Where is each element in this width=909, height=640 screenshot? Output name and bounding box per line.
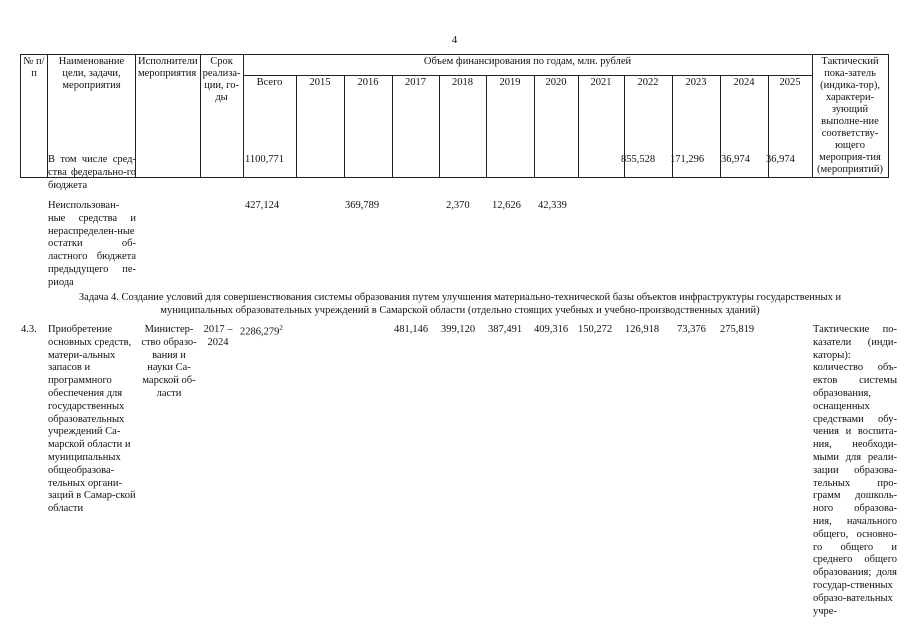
header-year: 2018 bbox=[439, 75, 486, 177]
row-43-2024: 275,819 bbox=[720, 324, 755, 335]
header-total: Всего bbox=[243, 75, 296, 177]
row-43-2019: 387,491 bbox=[488, 324, 523, 335]
row-43-indicator: Тактические по-казатели (инди-каторы): количество объ-ектов системы образования, оснащенных средствами обу-чения и воспита-ния, необходи-мыми для реали-зации образова-тельных про-грамм дошколь-ного образова-ния, начального общего, основно-го общего и среднего общего образования; доля государ-ственных образо-вательных учре- bbox=[813, 324, 897, 617]
row-unused-2019: 12,626 bbox=[492, 200, 521, 211]
row-43-name: Приобретение основных средств, матери-альных запасов и программного обеспечения для государственных образовательных учреждений Са-марской области и муниципальных общеобразова-тельных органи-заций в Самар-ской области bbox=[48, 324, 136, 515]
header-year: 2021 bbox=[578, 75, 624, 177]
header-indicator: Тактический пока-затель (индика-тор), характери-зующий выполне-ние соответству-ющего мероприя-тия (мероприятий) bbox=[812, 55, 888, 178]
row-federal-2024: 36,974 bbox=[721, 154, 750, 165]
header-year: 2016 bbox=[344, 75, 392, 177]
row-federal-2022: 855,528 bbox=[621, 154, 656, 165]
row-federal-label: В том числе сред-ства федерально-го бюджета bbox=[48, 154, 136, 191]
header-year: 2019 bbox=[486, 75, 534, 177]
header-number: № п/п bbox=[21, 55, 48, 178]
row-43-2020: 409,316 bbox=[534, 324, 569, 335]
row-43-2023: 73,376 bbox=[677, 324, 706, 335]
row-unused-2018: 2,370 bbox=[446, 200, 470, 211]
row-43-2022: 126,918 bbox=[625, 324, 660, 335]
header-year: 2023 bbox=[672, 75, 720, 177]
row-unused-2020: 42,339 bbox=[538, 200, 567, 211]
header-year: 2022 bbox=[624, 75, 672, 177]
header-year: 2017 bbox=[392, 75, 439, 177]
header-year: 2020 bbox=[534, 75, 578, 177]
row-43-2017: 481,146 bbox=[394, 324, 429, 335]
row-federal-2025: 36,974 bbox=[766, 154, 795, 165]
row-federal-2023: 171,296 bbox=[670, 154, 705, 165]
row-unused-label: Неиспользован-ные средства и нераспределен-ные остатки об-ластного бюджета предыдущего пе-риода bbox=[48, 200, 136, 288]
page-number: 4 bbox=[451, 34, 458, 46]
row-43-total bbox=[240, 324, 283, 338]
header-year: 2015 bbox=[296, 75, 344, 177]
row-43-2018: 399,120 bbox=[441, 324, 476, 335]
financing-table-header bbox=[20, 54, 889, 178]
row-43-total-value: 2286,279 bbox=[240, 326, 280, 338]
row-unused-2016: 369,789 bbox=[345, 200, 380, 211]
row-unused-total: 427,124 bbox=[245, 200, 280, 211]
header-term: Срок реализа-ции, го-ды bbox=[200, 55, 243, 178]
header-executors: Исполнители мероприятия bbox=[136, 55, 201, 178]
header-volume: Объем финансирования по годам, млн. рублей bbox=[243, 55, 812, 76]
row-43-2021: 150,272 bbox=[578, 324, 613, 335]
header-name: Наименование цели, задачи, мероприятия bbox=[48, 55, 136, 178]
header-year: 2025 bbox=[768, 75, 812, 177]
row-43-term: 2017 – 2024 bbox=[203, 324, 233, 348]
row-federal-total: 1100,771 bbox=[245, 154, 284, 165]
row-43-total-footnote: 2 bbox=[279, 324, 283, 332]
row-43-number: 4.3. bbox=[21, 324, 37, 335]
header-year: 2024 bbox=[720, 75, 768, 177]
row-43-executor: Министер-ство образо-вания и науки Са-марской об-ласти bbox=[141, 324, 197, 399]
task-4-heading: Задача 4. Создание условий для совершенствования системы образования путем улучшения материально-технической базы объектов инфраструктуры государственных и муниципальных образовательных учреждений в Самарской области (отдельно стоящих учебных и учебно-производственных зданий) bbox=[78, 292, 842, 316]
